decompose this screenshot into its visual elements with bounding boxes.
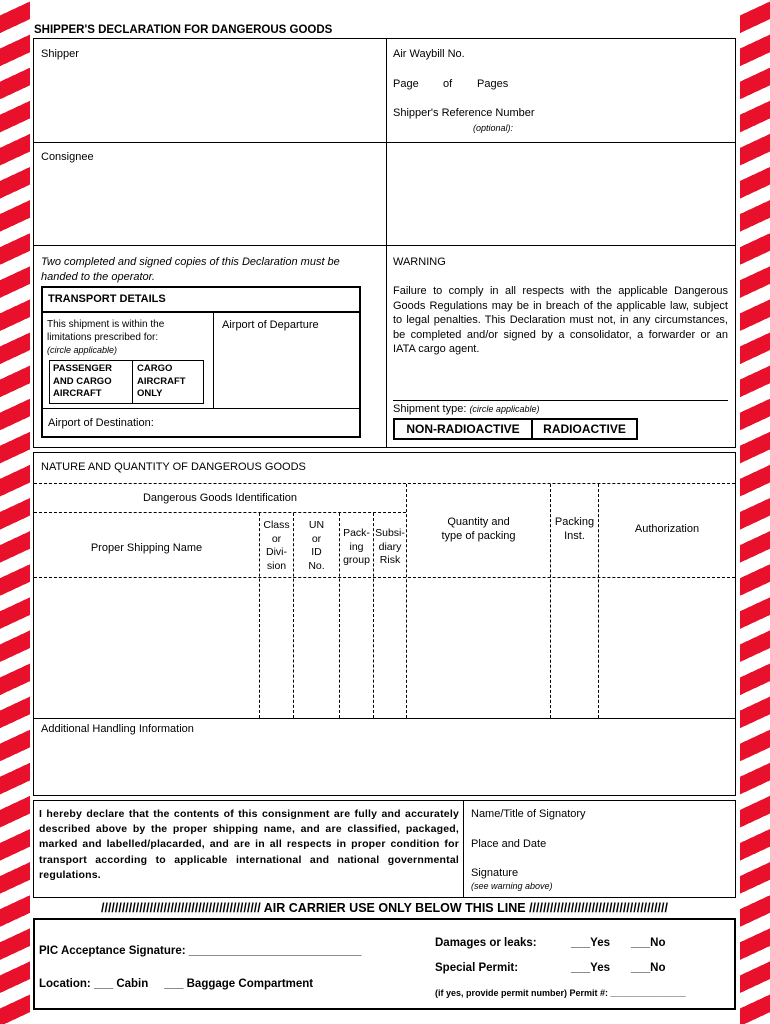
divider (598, 484, 599, 718)
permit-yes-option[interactable]: ___Yes (571, 962, 611, 974)
cargo-aircraft-only-option[interactable]: CARGO AIRCRAFT ONLY (137, 363, 186, 399)
damages-leaks-label: Damages or leaks: (435, 937, 537, 949)
damages-no-option[interactable]: ___No (631, 937, 666, 949)
warning-title: WARNING (393, 256, 446, 268)
shipper-label: Shipper (41, 48, 79, 60)
transport-details-title: TRANSPORT DETAILS (48, 293, 166, 305)
packing-inst-header: Packing Inst. (554, 516, 595, 542)
pages-label: Pages (477, 78, 509, 90)
air-carrier-divider: ////////////////////////////////////////////// AIR CARRIER USE ONLY BELOW THIS LINE //////////////////////////////////////// (101, 901, 668, 915)
divider (34, 577, 735, 578)
shipment-type-label: Shipment type: (circle applicable) (393, 403, 540, 415)
see-warning-note: (see warning above) (471, 881, 553, 891)
signatory-label: Name/Title of Signatory (471, 808, 586, 820)
divider (393, 400, 728, 401)
permit-number-field: (if yes, provide permit number) Permit #: _______________ (435, 988, 686, 998)
proper-shipping-name-header: Proper Shipping Name (90, 542, 203, 554)
place-date-label: Place and Date (471, 838, 547, 850)
authorization-header: Authorization (634, 523, 700, 535)
form-title: SHIPPER'S DECLARATION FOR DANGEROUS GOODS (34, 24, 333, 36)
special-permit-label: Special Permit: (435, 962, 519, 974)
optional-note: (optional): (473, 123, 514, 133)
hazard-stripe-right (740, 0, 770, 1024)
copies-note: Two completed and signed copies of this Declaration must be handed to the operator. (41, 256, 340, 283)
warning-text: Failure to comply in all respects with the applicable Dangerous Goods Regulations may be in breach of the applicable law, subject to legal penalties. This Declaration must not, in any circumstances, be completed and/or signed by a consolidator, a forwarder or an IATA cargo agent. (393, 285, 728, 356)
divider (132, 360, 133, 404)
divider (34, 483, 735, 484)
dg-identification-label: Dangerous Goods Identification (142, 492, 298, 504)
un-id-header: UN or ID No. (308, 519, 325, 572)
consignee-label: Consignee (41, 151, 94, 163)
limitations-text: This shipment is within the limitations prescribed for: (47, 319, 165, 343)
location-field: Location: ___ Cabin ___ Baggage Compartment (39, 978, 314, 990)
divider (43, 311, 360, 313)
passenger-cargo-aircraft-option[interactable]: PASSENGER AND CARGO AIRCRAFT (53, 363, 112, 399)
packing-group-header: Pack- ing group (343, 527, 370, 566)
pic-acceptance-signature: PIC Acceptance Signature: ___________________________ (39, 945, 362, 957)
declaration-text: I hereby declare that the contents of this consignment are fully and accurately described above by the proper shipping name, and are classified, packaged, marked and labelled/placarded, and are in all respects in proper condition for transport according to applicable international and national governmental regulations. (39, 808, 459, 881)
subsidiary-risk-header: Subsi- diary Risk (375, 527, 405, 566)
of-label: of (443, 78, 453, 90)
air-waybill-label: Air Waybill No. (393, 48, 465, 60)
nature-quantity-title: NATURE AND QUANTITY OF DANGEROUS GOODS (41, 461, 306, 473)
shipper-reference-label: Shipper's Reference Number (393, 107, 535, 119)
quantity-packing-header: Quantity and type of packing (441, 516, 516, 542)
permit-no-option[interactable]: ___No (631, 962, 666, 974)
radioactive-option[interactable]: RADIOACTIVE (543, 422, 626, 436)
class-division-header: Class or Divi- sion (263, 519, 290, 572)
additional-handling-label: Additional Handling Information (41, 723, 194, 735)
divider (33, 142, 736, 143)
divider (463, 800, 464, 898)
hazard-stripe-left (0, 0, 30, 1024)
divider (34, 512, 406, 513)
circle-applicable-note: (circle applicable) (47, 345, 118, 355)
damages-yes-option[interactable]: ___Yes (571, 937, 611, 949)
divider (213, 312, 214, 408)
airport-destination-label: Airport of Destination: (48, 417, 154, 429)
non-radioactive-option[interactable]: NON-RADIOACTIVE (406, 422, 520, 436)
airport-departure-label: Airport of Departure (222, 319, 319, 331)
divider (34, 718, 735, 719)
divider (43, 408, 360, 409)
signature-label: Signature (471, 867, 519, 879)
page-label: Page (393, 78, 419, 90)
